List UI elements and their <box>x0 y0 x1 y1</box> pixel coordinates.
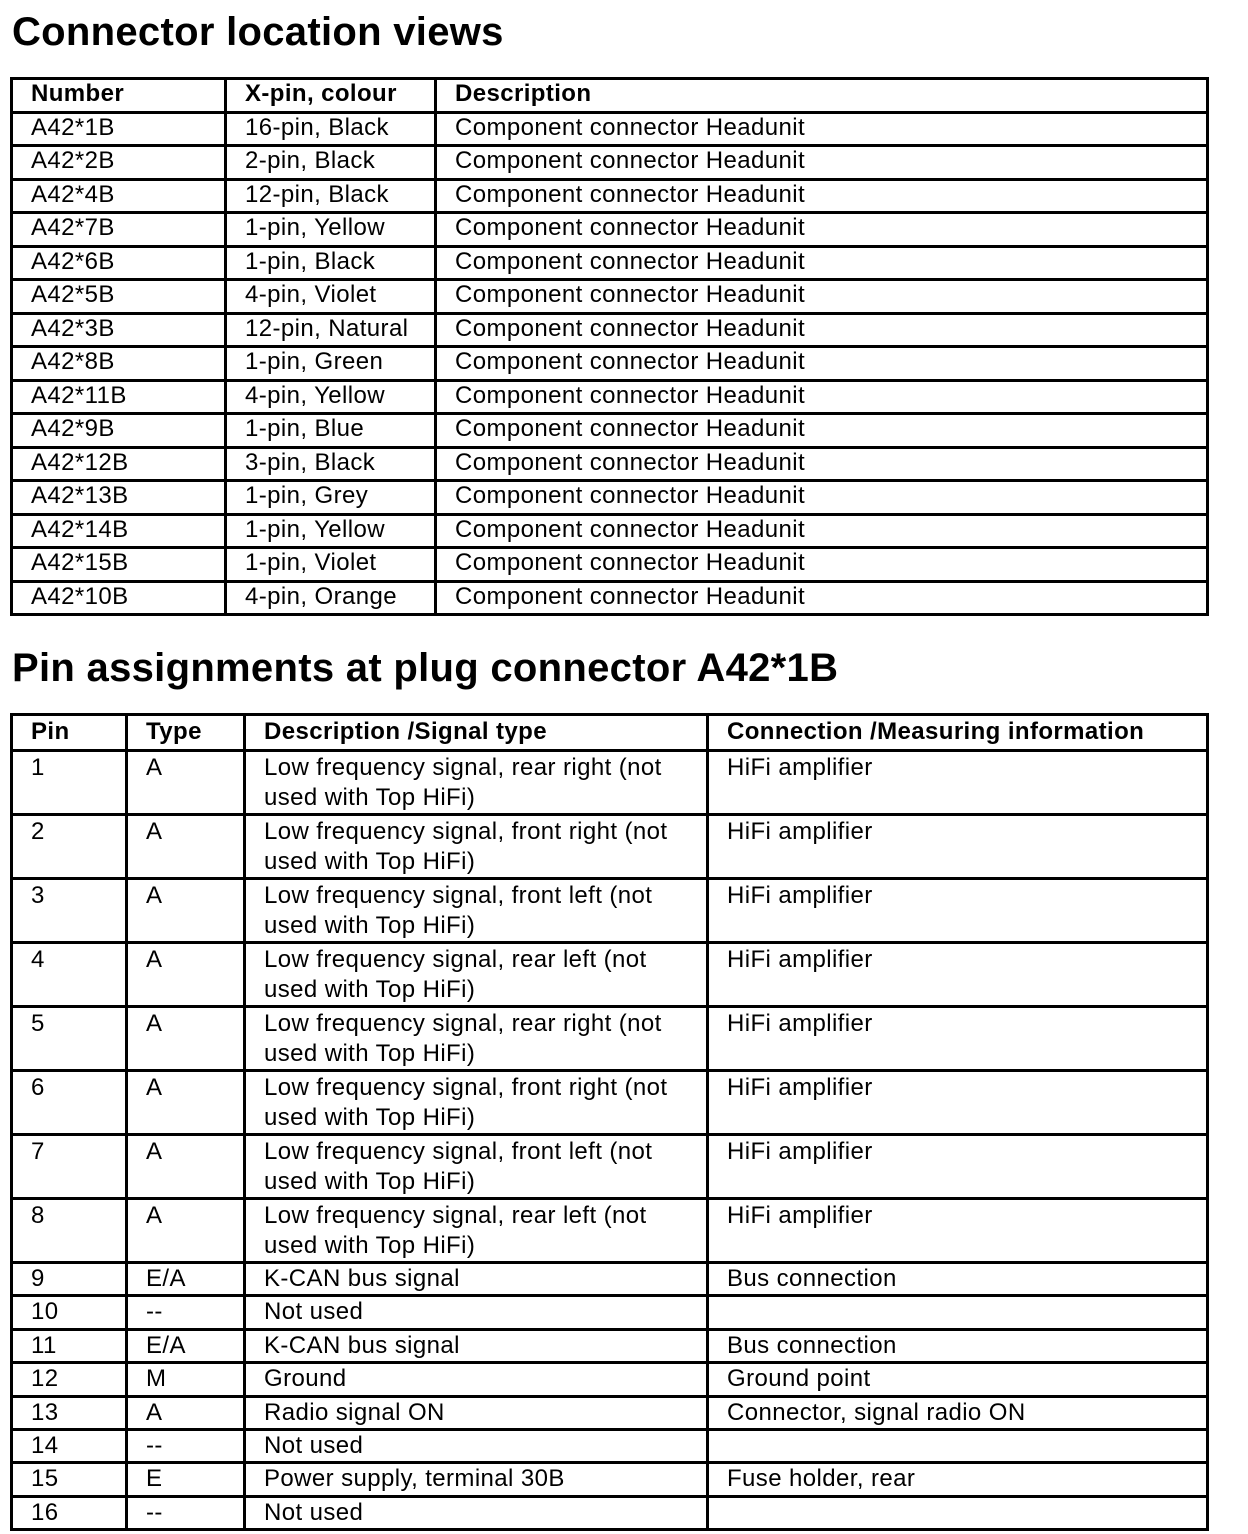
table-header-row <box>12 715 1208 751</box>
cell-connection: HiFi amplifier <box>708 1199 1208 1263</box>
cell-description: Not used <box>245 1496 708 1529</box>
pin-assignments-title: Pin assignments at plug connector A42*1B <box>12 646 839 690</box>
cell-pin: 2 <box>12 815 127 879</box>
cell-description: Component connector Headunit <box>436 313 1208 347</box>
cell-pin: 5 <box>12 1007 127 1071</box>
cell-description: Not used <box>245 1296 708 1329</box>
header-pin: Pin <box>12 715 127 751</box>
cell-xpin-colour: 3-pin, Black <box>226 447 436 481</box>
cell-number: A42*2B <box>12 146 226 180</box>
cell-type: -- <box>127 1296 245 1329</box>
cell-pin: 6 <box>12 1071 127 1135</box>
cell-connection: HiFi amplifier <box>708 943 1208 1007</box>
cell-number: A42*3B <box>12 313 226 347</box>
table-row <box>12 1396 1208 1429</box>
table-row <box>12 246 1208 280</box>
cell-xpin-colour: 2-pin, Black <box>226 146 436 180</box>
cell-type: -- <box>127 1496 245 1529</box>
header-number: Number <box>12 79 226 113</box>
cell-pin: 12 <box>12 1363 127 1396</box>
cell-number: A42*11B <box>12 380 226 414</box>
cell-type: A <box>127 1135 245 1199</box>
cell-type: E/A <box>127 1263 245 1296</box>
cell-xpin-colour: 16-pin, Black <box>226 112 436 146</box>
table-row <box>12 313 1208 347</box>
cell-xpin-colour: 4-pin, Orange <box>226 581 436 615</box>
cell-type: A <box>127 1071 245 1135</box>
cell-description: Low frequency signal, front right (not used with Top HiFi) <box>245 815 708 879</box>
cell-type: A <box>127 751 245 815</box>
cell-type: A <box>127 879 245 943</box>
table-row <box>12 112 1208 146</box>
cell-type: E <box>127 1463 245 1496</box>
table-row <box>12 1296 1208 1329</box>
cell-connection: Ground point <box>708 1363 1208 1396</box>
cell-type: -- <box>127 1429 245 1462</box>
cell-connection: Bus connection <box>708 1263 1208 1296</box>
cell-connection: HiFi amplifier <box>708 1071 1208 1135</box>
table-row <box>12 815 1208 879</box>
cell-xpin-colour: 4-pin, Violet <box>226 280 436 314</box>
cell-description: Component connector Headunit <box>436 481 1208 515</box>
cell-pin: 7 <box>12 1135 127 1199</box>
header-xpin-colour: X-pin, colour <box>226 79 436 113</box>
cell-xpin-colour: 1-pin, Violet <box>226 548 436 582</box>
cell-connection: HiFi amplifier <box>708 815 1208 879</box>
cell-type: A <box>127 1007 245 1071</box>
cell-number: A42*1B <box>12 112 226 146</box>
cell-description: Not used <box>245 1429 708 1462</box>
table-row <box>12 1135 1208 1199</box>
cell-description: K-CAN bus signal <box>245 1329 708 1362</box>
table-row <box>12 514 1208 548</box>
cell-description: Component connector Headunit <box>436 347 1208 381</box>
cell-connection <box>708 1296 1208 1329</box>
cell-number: A42*14B <box>12 514 226 548</box>
cell-description: Component connector Headunit <box>436 146 1208 180</box>
cell-description: Component connector Headunit <box>436 112 1208 146</box>
cell-connection: HiFi amplifier <box>708 879 1208 943</box>
table-row <box>12 146 1208 180</box>
cell-number: A42*8B <box>12 347 226 381</box>
table-row <box>12 581 1208 615</box>
table-row <box>12 1263 1208 1296</box>
cell-connection: HiFi amplifier <box>708 1007 1208 1071</box>
cell-description: Low frequency signal, front right (not used with Top HiFi) <box>245 1071 708 1135</box>
cell-xpin-colour: 1-pin, Blue <box>226 414 436 448</box>
cell-description: Low frequency signal, front left (not used with Top HiFi) <box>245 879 708 943</box>
cell-pin: 3 <box>12 879 127 943</box>
table-row <box>12 1071 1208 1135</box>
table-row <box>12 548 1208 582</box>
cell-xpin-colour: 12-pin, Black <box>226 179 436 213</box>
cell-type: A <box>127 815 245 879</box>
cell-number: A42*15B <box>12 548 226 582</box>
cell-number: A42*6B <box>12 246 226 280</box>
cell-number: A42*10B <box>12 581 226 615</box>
cell-description: Component connector Headunit <box>436 213 1208 247</box>
cell-description: Component connector Headunit <box>436 548 1208 582</box>
cell-description: Component connector Headunit <box>436 179 1208 213</box>
cell-number: A42*13B <box>12 481 226 515</box>
cell-xpin-colour: 1-pin, Green <box>226 347 436 381</box>
cell-description: Low frequency signal, rear right (not used with Top HiFi) <box>245 1007 708 1071</box>
table-row <box>12 1199 1208 1263</box>
cell-pin: 16 <box>12 1496 127 1529</box>
cell-type: A <box>127 1396 245 1429</box>
table-row <box>12 347 1208 381</box>
cell-xpin-colour: 1-pin, Grey <box>226 481 436 515</box>
table-row <box>12 1363 1208 1396</box>
cell-description: Component connector Headunit <box>436 380 1208 414</box>
cell-xpin-colour: 1-pin, Black <box>226 246 436 280</box>
connector-location-title: Connector location views <box>12 10 504 54</box>
cell-number: A42*12B <box>12 447 226 481</box>
cell-description: Radio signal ON <box>245 1396 708 1429</box>
cell-pin: 13 <box>12 1396 127 1429</box>
cell-xpin-colour: 12-pin, Natural <box>226 313 436 347</box>
header-description: Description <box>436 79 1208 113</box>
cell-description: Low frequency signal, rear left (not used with Top HiFi) <box>245 943 708 1007</box>
cell-type: A <box>127 1199 245 1263</box>
cell-pin: 8 <box>12 1199 127 1263</box>
cell-description: Low frequency signal, rear right (not used with Top HiFi) <box>245 751 708 815</box>
cell-description: Power supply, terminal 30B <box>245 1463 708 1496</box>
header-type: Type <box>127 715 245 751</box>
table-row <box>12 414 1208 448</box>
cell-number: A42*5B <box>12 280 226 314</box>
cell-connection: HiFi amplifier <box>708 1135 1208 1199</box>
cell-pin: 4 <box>12 943 127 1007</box>
table-row <box>12 280 1208 314</box>
pin-assignments-table <box>10 713 1209 1531</box>
cell-number: A42*4B <box>12 179 226 213</box>
table-row <box>12 1329 1208 1362</box>
cell-type: M <box>127 1363 245 1396</box>
cell-connection: HiFi amplifier <box>708 751 1208 815</box>
cell-description: Component connector Headunit <box>436 246 1208 280</box>
cell-description: Low frequency signal, rear left (not used with Top HiFi) <box>245 1199 708 1263</box>
header-description-signal: Description /Signal type <box>245 715 708 751</box>
table-row <box>12 380 1208 414</box>
table-row <box>12 481 1208 515</box>
cell-description: Component connector Headunit <box>436 581 1208 615</box>
cell-description: Component connector Headunit <box>436 514 1208 548</box>
cell-pin: 14 <box>12 1429 127 1462</box>
table-row <box>12 1429 1208 1462</box>
cell-type: A <box>127 943 245 1007</box>
table-row <box>12 879 1208 943</box>
cell-connection: Bus connection <box>708 1329 1208 1362</box>
cell-connection: Connector, signal radio ON <box>708 1396 1208 1429</box>
table-row <box>12 447 1208 481</box>
table-row <box>12 213 1208 247</box>
cell-connection: Fuse holder, rear <box>708 1463 1208 1496</box>
table-row <box>12 751 1208 815</box>
cell-pin: 11 <box>12 1329 127 1362</box>
cell-number: A42*7B <box>12 213 226 247</box>
cell-pin: 10 <box>12 1296 127 1329</box>
cell-description: Low frequency signal, front left (not used with Top HiFi) <box>245 1135 708 1199</box>
header-connection-info: Connection /Measuring information <box>708 715 1208 751</box>
cell-pin: 9 <box>12 1263 127 1296</box>
cell-connection <box>708 1429 1208 1462</box>
table-row <box>12 1496 1208 1529</box>
cell-description: Component connector Headunit <box>436 447 1208 481</box>
table-header-row <box>12 79 1208 113</box>
cell-description: Component connector Headunit <box>436 414 1208 448</box>
cell-connection <box>708 1496 1208 1529</box>
cell-type: E/A <box>127 1329 245 1362</box>
cell-pin: 15 <box>12 1463 127 1496</box>
table-row <box>12 1007 1208 1071</box>
connector-location-table <box>10 77 1209 616</box>
cell-xpin-colour: 1-pin, Yellow <box>226 213 436 247</box>
cell-description: Component connector Headunit <box>436 280 1208 314</box>
cell-pin: 1 <box>12 751 127 815</box>
table-row <box>12 943 1208 1007</box>
cell-description: K-CAN bus signal <box>245 1263 708 1296</box>
cell-xpin-colour: 1-pin, Yellow <box>226 514 436 548</box>
cell-description: Ground <box>245 1363 708 1396</box>
cell-number: A42*9B <box>12 414 226 448</box>
cell-xpin-colour: 4-pin, Yellow <box>226 380 436 414</box>
table-row <box>12 1463 1208 1496</box>
table-row <box>12 179 1208 213</box>
